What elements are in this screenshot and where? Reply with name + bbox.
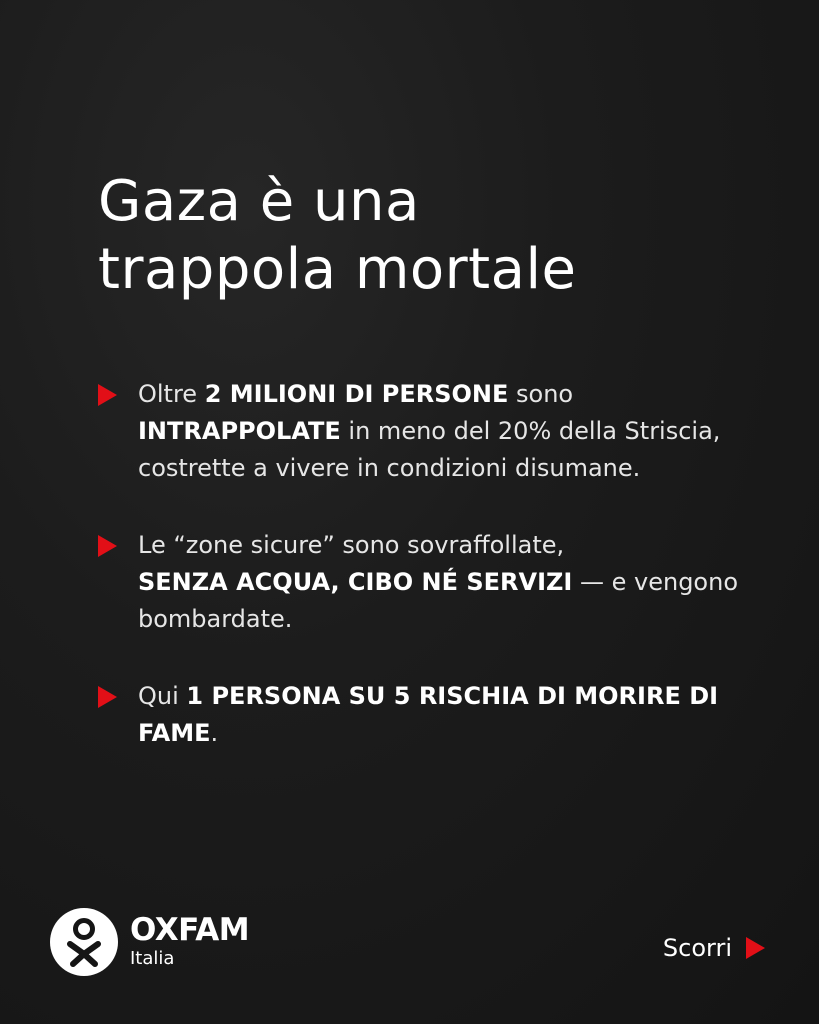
- page-title: [98, 168, 738, 304]
- oxfam-logo-icon: [50, 908, 118, 976]
- bullet-2-part-1: Le “zone sicure” sono sovraffollate,: [138, 531, 565, 559]
- bullet-item: [98, 527, 758, 638]
- bullet-1-part-3: sono: [508, 380, 574, 408]
- bullet-2-part-2: SENZA ACQUA, CIBO NÉ SERVIZI: [138, 568, 573, 596]
- bullet-3-part-3: .: [210, 719, 219, 747]
- bullet-2-part-3: — e vengono bombardate.: [138, 568, 739, 633]
- title-line-2: trappola mortale: [98, 237, 577, 302]
- oxfam-figure-icon: [61, 916, 107, 968]
- red-arrow-icon: [98, 535, 117, 557]
- bullet-1-part-2: 2 MILIONI DI PERSONE: [204, 380, 509, 408]
- bullet-1-part-4: INTRAPPOLATE: [138, 417, 341, 445]
- logo-subtitle: Italia: [130, 948, 175, 969]
- bullet-1-part-5: in meno del 20% della Striscia, costrette a vivere in condizioni disumane.: [138, 417, 721, 482]
- title-line-1: Gaza è una: [98, 169, 420, 234]
- oxfam-logo: [50, 908, 249, 976]
- bullet-3-part-1: Qui: [138, 682, 187, 710]
- logo-text: [130, 914, 249, 970]
- red-arrow-icon: [98, 686, 117, 708]
- bullet-item: [98, 678, 758, 752]
- red-arrow-icon: [98, 384, 117, 406]
- logo-name: OXFAM: [130, 912, 250, 948]
- bullet-item: [98, 376, 758, 487]
- bullet-1-part-1: Oltre: [138, 380, 205, 408]
- scroll-next-button[interactable]: [663, 934, 765, 962]
- play-arrow-icon: [746, 937, 765, 959]
- bullet-3-part-2: 1 PERSONA SU 5 RISCHIA DI MORIRE DI FAME: [138, 682, 719, 747]
- scroll-label: Scorri: [662, 934, 732, 962]
- bullet-list: [98, 376, 758, 792]
